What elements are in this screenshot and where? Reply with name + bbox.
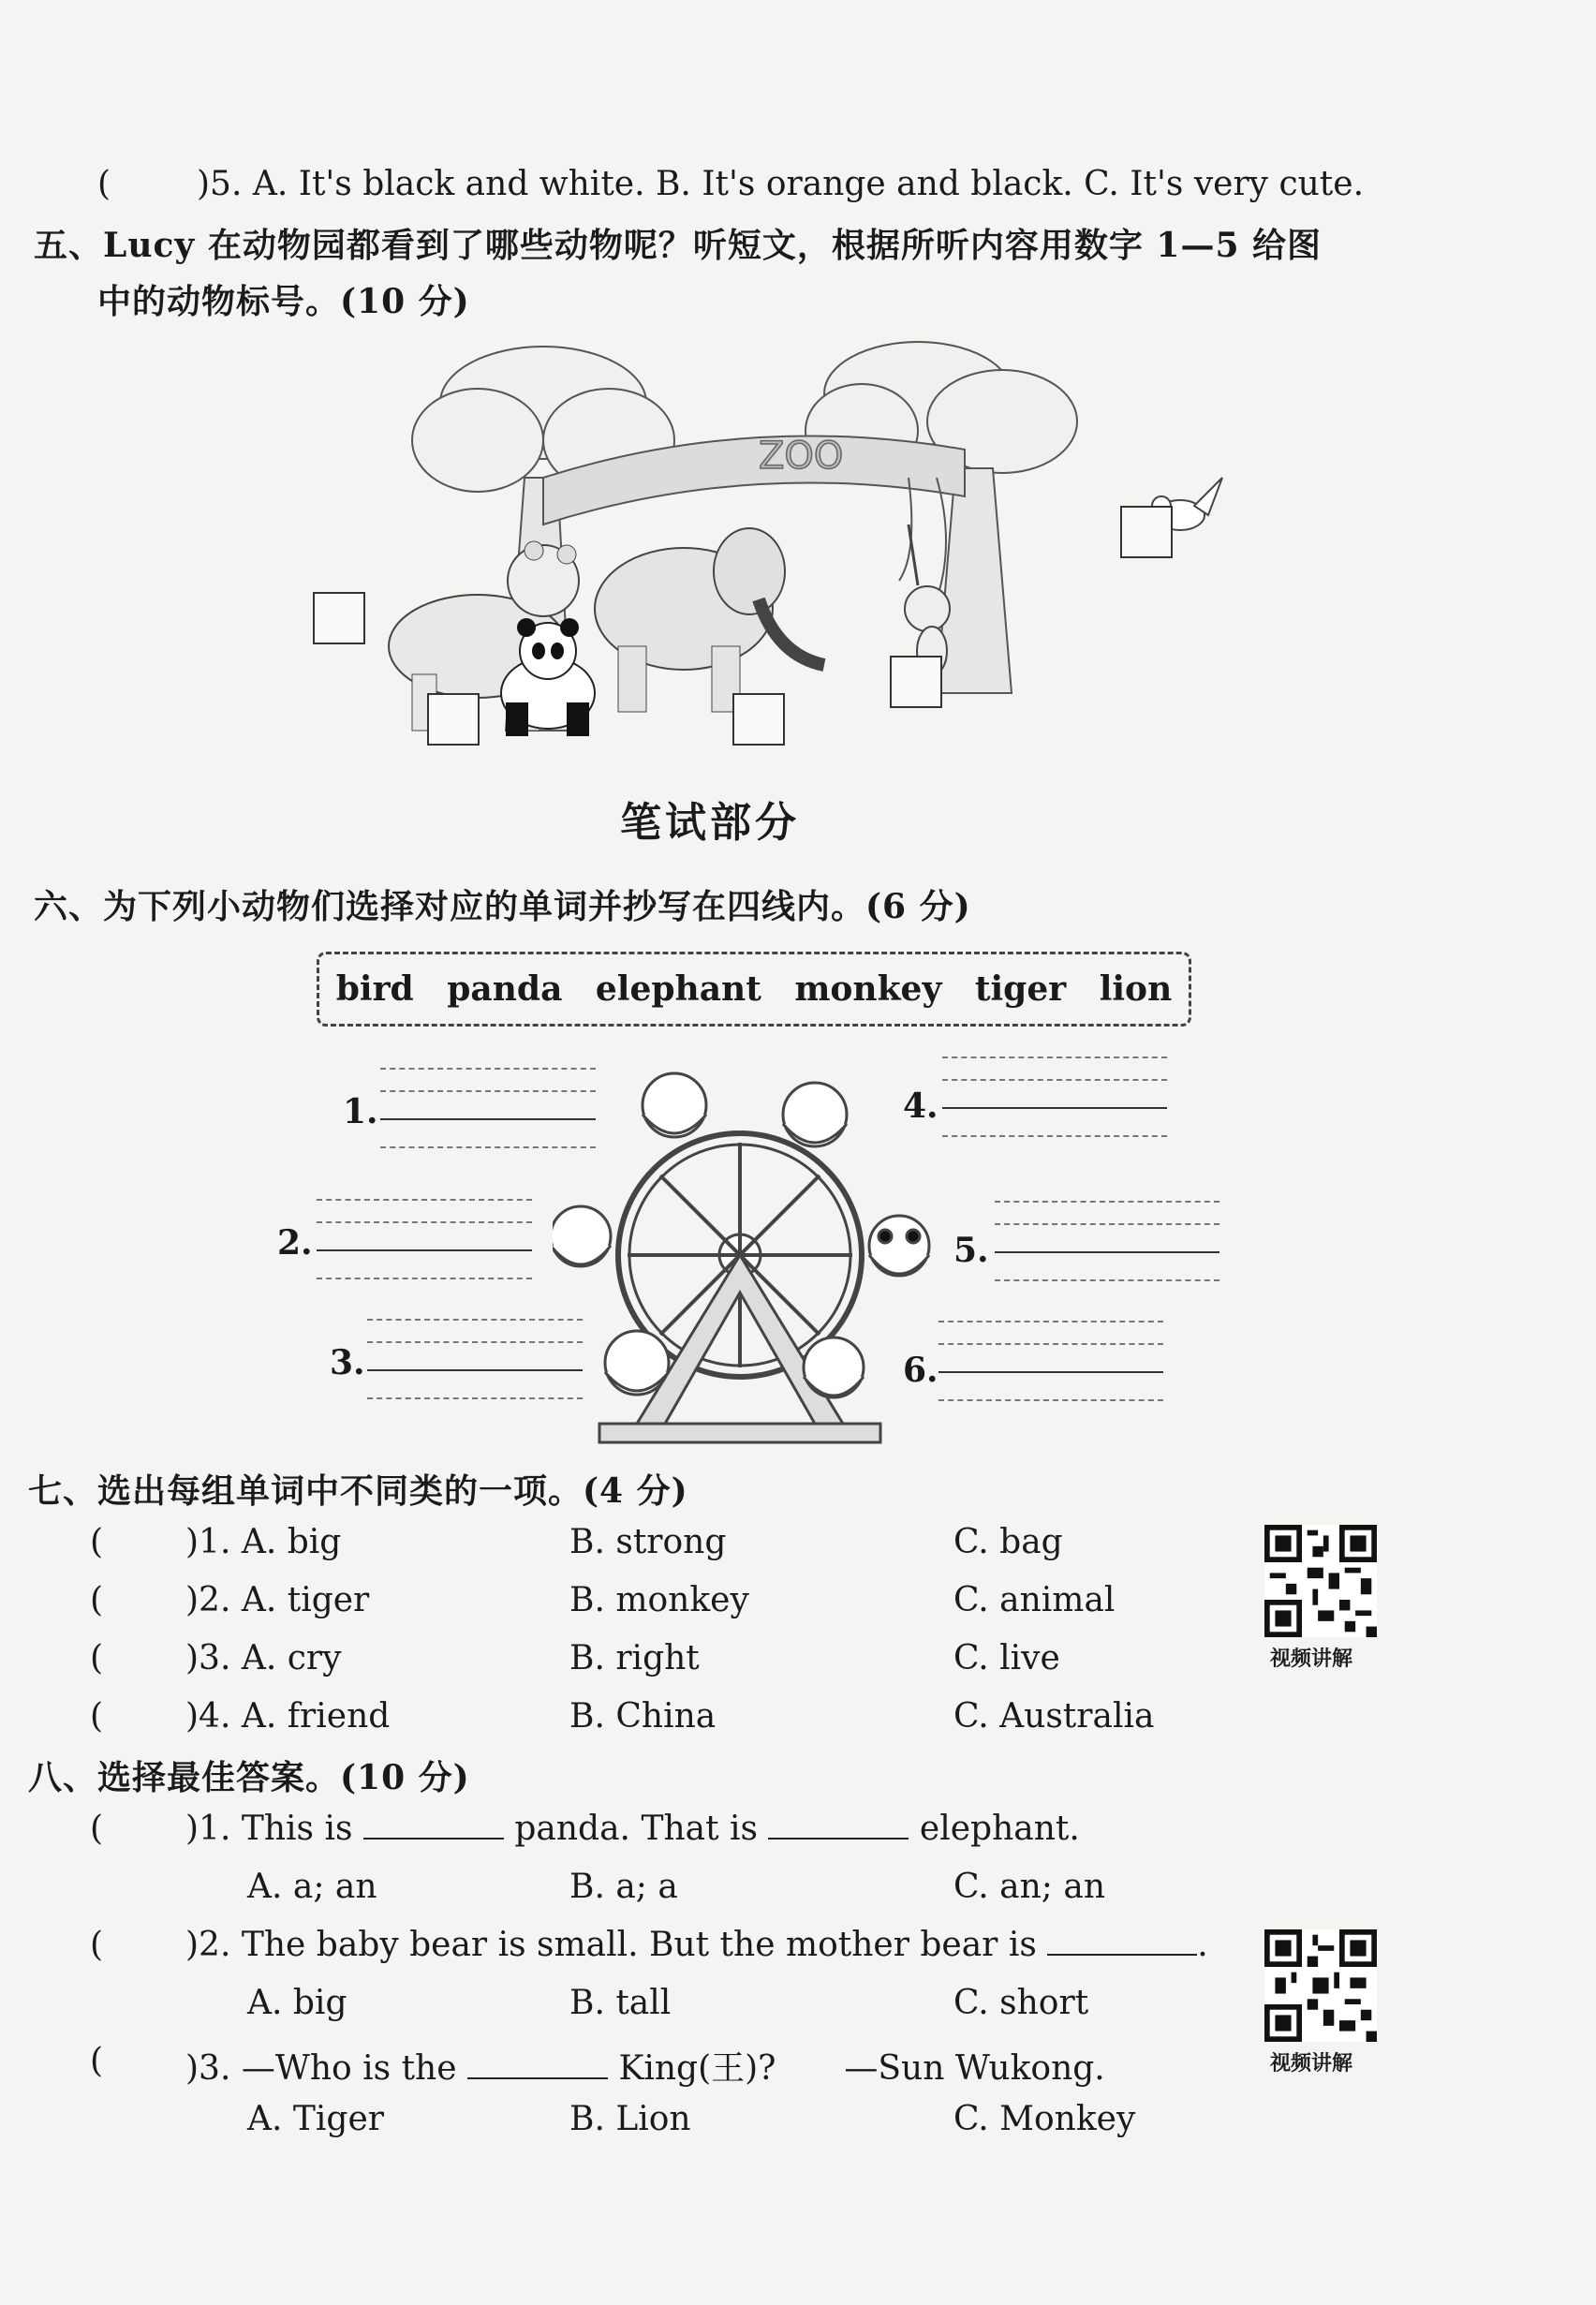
answer-paren: ( — [90, 1697, 104, 1736]
q3-stem-part: King(王)? — [618, 2049, 776, 2088]
sec7-q4-option-c: C. Australia — [953, 1697, 1155, 1736]
four-line-grid-2[interactable] — [317, 1199, 532, 1283]
sec8-q1-option-b: B. a; a — [569, 1868, 678, 1906]
panda-cabin — [869, 1216, 929, 1276]
four-line-grid-4[interactable] — [942, 1056, 1167, 1141]
four-line-grid-5[interactable] — [995, 1201, 1219, 1285]
q5-text: )5. A. It's black and white. B. It's orange and black. C. It's very cute. — [197, 165, 1365, 203]
answer-paren: ( — [90, 1639, 104, 1677]
answer-box-elephant[interactable] — [732, 693, 785, 746]
word-bank-item: elephant — [595, 969, 761, 1009]
sec7-q2-option-c: C. animal — [953, 1581, 1116, 1619]
sec7-q3-option-b: B. right — [569, 1639, 700, 1677]
sec8-q3-option-a: A. Tiger — [247, 2100, 384, 2138]
tiger-cabin — [804, 1337, 864, 1397]
word-bank-item: monkey — [794, 969, 942, 1009]
answer-paren: ( — [90, 1810, 104, 1848]
sec8-q2-option-c: C. short — [953, 1984, 1089, 2022]
four-line-grid-6[interactable] — [938, 1321, 1163, 1405]
q1-stem-part: panda. That is — [514, 1810, 759, 1848]
answer-paren: ( — [90, 2042, 104, 2080]
four-line-grid-1[interactable] — [380, 1068, 596, 1152]
q1-stem-part: elephant. — [919, 1810, 1080, 1848]
blank-number-5: 5. — [953, 1231, 989, 1270]
sec8-q3-stem — [185, 2042, 1105, 2090]
sec7-q2-option-b: B. monkey — [569, 1581, 749, 1619]
monkey-cabin — [643, 1073, 706, 1137]
word-bank-item: panda — [447, 969, 563, 1009]
sec7-q4-option-a: )4. A. friend — [185, 1697, 391, 1736]
sec8-q1-stem — [185, 1810, 1080, 1848]
elephant-drawing — [595, 528, 824, 712]
sec7-q3-option-a: )3. A. cry — [185, 1639, 342, 1677]
written-part-title: 笔试部分 — [620, 799, 800, 847]
sec8-q2-option-a: A. big — [247, 1984, 347, 2022]
sec7-q4-option-b: B. China — [569, 1697, 717, 1736]
monkey-drawing — [905, 525, 950, 675]
word-bank — [317, 952, 1191, 1027]
bird-cabin — [553, 1206, 611, 1266]
q1-stem-part: )1. This is — [185, 1810, 353, 1848]
word-bank-item: bird — [335, 969, 414, 1009]
fill-blank[interactable] — [768, 1810, 909, 1840]
q2-stem-part: . — [1197, 1926, 1208, 1964]
elephant-cabin — [783, 1083, 847, 1146]
blank-number-6: 6. — [903, 1351, 938, 1390]
sec7-q1-option-c: C. bag — [953, 1523, 1063, 1561]
word-bank-item: tiger — [974, 969, 1067, 1009]
q3-stem-part: )3. —Who is the — [185, 2049, 457, 2088]
listening-q5 — [197, 165, 1364, 203]
qr-code-icon[interactable] — [1264, 1929, 1377, 2042]
sec8-q1-option-c: C. an; an — [953, 1868, 1106, 1906]
answer-paren: ( — [90, 1926, 104, 1964]
four-line-grid-3[interactable] — [367, 1319, 583, 1403]
qr-caption: 视频讲解 — [1270, 1647, 1353, 1671]
qr-code-icon[interactable] — [1264, 1525, 1377, 1637]
section7-title: 七、选出每组单词中不同类的一项。(4 分) — [28, 1471, 688, 1511]
lion-cabin — [605, 1331, 669, 1395]
answer-box-panda[interactable] — [427, 693, 480, 746]
sec8-q2-stem — [185, 1926, 1208, 1964]
section6-title: 六、为下列小动物们选择对应的单词并抄写在四线内。(6 分) — [34, 887, 971, 926]
sec7-q1-option-a: )1. A. big — [185, 1523, 342, 1561]
answer-paren: ( — [97, 165, 111, 203]
answer-paren: ( — [90, 1523, 104, 1561]
zoo-illustration — [356, 337, 1236, 759]
blank-number-3: 3. — [330, 1343, 365, 1382]
ferris-wheel-illustration — [553, 1049, 946, 1461]
fill-blank[interactable] — [467, 2049, 608, 2079]
sec7-q1-option-b: B. strong — [569, 1523, 727, 1561]
sec8-q2-option-b: B. tall — [569, 1984, 672, 2022]
sec7-q3-option-c: C. live — [953, 1639, 1060, 1677]
zoo-sign-text: ZOO — [759, 435, 844, 478]
answer-box-bird[interactable] — [1120, 506, 1173, 558]
section8-title: 八、选择最佳答案。(10 分) — [28, 1758, 470, 1797]
sec8-q3-option-b: B. Lion — [569, 2100, 691, 2138]
sec7-q2-option-a: )2. A. tiger — [185, 1581, 370, 1619]
section5-title-line1: 五、Lucy 在动物园都看到了哪些动物呢？听短文，根据所听内容用数字 1—5 给图 — [34, 226, 1323, 265]
q3-stem-part: —Sun Wukong. — [844, 2049, 1105, 2088]
sec8-q1-option-a: A. a; an — [247, 1868, 377, 1906]
qr-caption: 视频讲解 — [1270, 2052, 1353, 2076]
blank-number-4: 4. — [903, 1086, 938, 1126]
fill-blank[interactable] — [363, 1810, 504, 1840]
sec8-q3-option-c: C. Monkey — [953, 2100, 1136, 2138]
blank-number-1: 1. — [343, 1092, 378, 1131]
answer-paren: ( — [90, 1581, 104, 1619]
blank-number-2: 2. — [277, 1223, 313, 1263]
q2-stem-part: )2. The baby bear is small. But the mother bear is — [185, 1926, 1037, 1964]
answer-box-bear[interactable] — [313, 592, 365, 644]
answer-box-monkey[interactable] — [890, 656, 942, 708]
section5-title-line2: 中的动物标号。(10 分) — [97, 282, 470, 321]
word-bank-item: lion — [1099, 969, 1173, 1009]
fill-blank[interactable] — [1047, 1926, 1197, 1956]
